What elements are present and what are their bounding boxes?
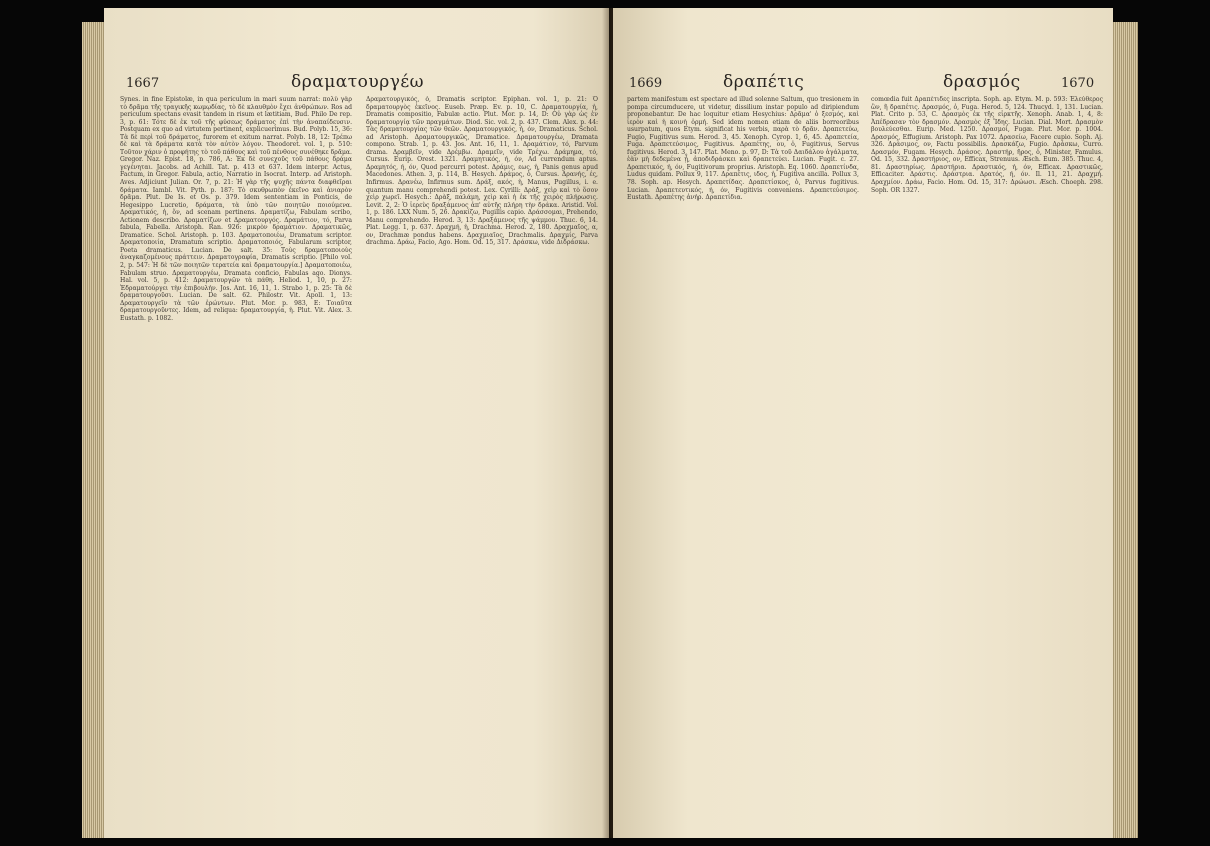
right-running-number: 1669: [629, 76, 663, 91]
right-page-header: [613, 72, 1113, 94]
left-header-word: δραματουργέω: [291, 72, 425, 92]
left-page-column-1: [120, 96, 352, 824]
right-page-edges: [1110, 22, 1138, 838]
right-page-number: 1670: [1061, 76, 1095, 91]
right-header-word-2: δρασμός: [943, 72, 1021, 92]
left-column-1-text: Synes. in fine Epistolæ, in qua periculum in mari suum narrat: πολὺ γὰρ τὸ δρᾶμα τῆς τραγικῆς κωμῳδίας, τὸ δὲ κλαυθμὸν ἔχει ἀνθρώπων. Ros ad periculum spectans evasit tandem in risum et lætitiam, Bud. Philo De rep. 3, p. 61: Τότε δὲ ἐκ τοῦ τῆς φύσεως δράματος ἐπὶ τὴν ἀναπαίδευσιν. Postquam ex quo ad virtutem pertinent, explicuerimus. Bud. Polyb. 15, 36: Τὰ δὲ περὶ τοῦ δράματος, furorem et exitum narrat. Polyb. 18, 12: Τρέπω δὲ καὶ τὰ δράματα κατὰ τὸν αὐτὸν λόγον. Theodoret. vol. 1, p. 510: Τοῦτον χάριν ὁ προφήτης τὸ τοῦ πάθους καὶ τοῦ πένθους συνέθηκε δρᾶμα. Gregor. Naz. Epist. 18, p. 786, A: Ἐκ δὲ συνεχοῦς τοῦ πάθους δράμα γεγένηται. Jacobs. ad Achill. Tat. p. 413 et 637. Idem interpr. Actus, Factum, in Gregor. Fabula, actio, Narratio in Isocrat. Interp. ad Aristoph. Aves. Adjiciunt Julian. Or. 7, p. 21: Ἡ γὰρ τῆς ψυχῆς πάντα διαφθεῖραι δράματα. Iambl. Vit. Pyth. p. 187: Τὸ σκυθρωπὸν ἐκεῖνο καὶ ἀνιαρὸν δρᾶμα. Plut. De Is. et Os. p. 379. Idem sententiam in Ponticis, de Hegesippo Lucretio, δράματα, τὰ ὑπὸ τῶν ποιητῶν ποιούμενα. Δραματικός, ἡ, ὄν, ad scenam pertinens. Δραματίζω, Fabulam scribo, Actionem describo. Δραματίζων et Δραματουργός. Δραμάτιον, τό, Parva fabula, Fabella. Aristoph. Ran. 926: μικρὸν δραμάτιον. Δραματικῶς, Dramatice. Schol. Aristoph. p. 103. Δραματοποιέω, Dramatum scriptor. Δραματοποιία, Dramatum scriptio. Δραματοποιός, Fabularum scriptor, Poeta dramaticus. Lucian. De salt. 35: Τοὺς δραματοποιοὺς ἀναγκαζομένους πράττειν. Δραματογραφία, Dramatis scriptio. [Philo vol. 2, p. 547: Ἡ δὲ τῶν ποιητῶν τερατεία καὶ δραματουργία.] Δραματοποιέω, Fabulam struo. Δραματουργέω, Dramata conficio, Fabulas ago. Dionys. Hal. vol. 5, p. 412: Δραματουργῶν τὰ πάθη. Heliod. 1, 10, p. 27: Ἐδραματούργει τὴν ἐπιβουλήν. Jos. Ant. 16, 11, 1. Strabo 1, p. 25: Τὰ δὲ δραματουργοῦσι. Lucian. De salt. 62. Philostr. Vit. Apoll. 1, 13: Δραματουργεῖν τὰ τῶν ἐρώντων. Plut. Mor. p. 983, E: Τοιαῦτα δραματουργοῦντες. Idem, ad reliqua: δραματουργία, ἡ. Plut. Vit. Alex. 3. Eustath. p. 1082.: [120, 96, 352, 322]
left-page-header: [104, 72, 609, 94]
right-header-word-1: δραπέτις: [723, 72, 805, 92]
open-book: [82, 8, 1138, 838]
right-page-column-1: [627, 96, 859, 824]
left-page-column-2: [366, 96, 598, 824]
right-column-2-text: comœdia fuit Δραπέτιδες inscripta. Soph. ap. Etym. M. p. 593: Ἐλεύθερος ὢν, ἢ δραπέτις. Δρασμός, ὁ, Fuga. Herod. 5, 124. Thucyd. 1, 131. Lucian. Plat. Crito p. 53, C. Δρασμὸς ἐκ τῆς εἱρκτῆς. Xenoph. Anab. 1, 4, 8: Ἀπέδρασαν τὸν δρασμόν. Δρασμὸς ἐξ Ἴδης. Lucian. Dial. Mort. Δρασμὸν βουλεύεσθαι. Eurip. Med. 1250. Δρασμοί, Fugæ. Plut. Mor. p. 1004. Δρασμός, Effugium. Aristoph. Pax 1072. Δρασείω, Facere cupio. Soph. Aj. 326. Δράσιμος, ον, Factu possibilis. Δρασκάζω, Fugio. Δράσκω, Curro. Δρασμόν, Fugam. Hesych. Δράσος. Δραστήρ, ῆρος, ὁ, Minister, Famulus. Od. 15, 332. Δραστήριος, ον, Efficax, Strenuus. Æsch. Eum. 385. Thuc. 4, 81. Δραστηρίως. Δραστήρια. Δραστικός, ή, όν, Efficax. Δραστικῶς, Efficaciter. Δράστις. Δράστρια. Δρατός, ή, όν. Il. 11, 21. Δραχμή. Δραχμίον. Δράω, Facio. Hom. Od. 15, 317: Δρώωσι. Æsch. Choeph. 298. Soph. OR 1327.: [871, 96, 1103, 194]
left-page-number: 1667: [126, 76, 160, 91]
right-page: [613, 8, 1113, 838]
right-page-column-2: [871, 96, 1103, 824]
right-column-1-text: partem manifestum est spectare ad illud solenne Saltum, quo tresionem in pompa circumducere, ut videtur, dissilium instar populo ad diripiendum proponebantur. De hac loquitur etiam Hesychius: Δρᾶμα' ὁ ξεσμός, καὶ ἱερὸν καὶ ἡ κοινὴ ὁρμή. Sed idem nomen etiam de aliis borreoribus usurpatum, quos Etym. significat his verbis, παρὰ τὸ δρᾶν. Δραπετεύω, Fugio, Fugitivus sum. Herod. 3, 45. Xenoph. Cyrop. 1, 6, 45. Δραπετεία, Fuga. Δραπετεύσιμος, Fugitivus. Δραπέτης, ου, ὁ, Fugitivus, Servus fugitivus. Herod. 3, 147. Plat. Meno. p. 97, D: Τὰ τοῦ Δαιδάλου ἀγάλματα, ἐὰν μὴ δεδεμένα ᾖ, ἀποδιδράσκει καὶ δραπετεύει. Lucian. Fugit. c. 27. Δραπετικός, ή, όν, Fugitivorum proprius. Aristoph. Eq. 1060. Δραπετίνδα, Ludus quidam. Pollux 9, 117. Δραπέτις, ιδος, ἡ, Fugitiva ancilla. Pollux 3, 78. Soph. ap. Hesych. Δραπετίδας. Δραπετίσκος, ὁ, Parvus fugitivus. Lucian. Δραπετευτικός, ή, όν, Fugitivis conveniens. Δραπετεύσιμος. Eustath. Δραπέτης ἀνήρ. Δραπετίδια.: [627, 96, 859, 202]
left-page: [104, 8, 609, 838]
left-column-2-text: Δραματουργικός, ὁ, Dramatis scriptor. Epiphan. vol. 1, p. 21: Ὁ δραματουργὸς ἐκεῖνος. Euseb. Præp. Ev. p. 10, C. Δραματουργία, ἡ, Dramatis compositio, Fabulæ actio. Plut. Mor. p. 14, D: Οὐ γὰρ ὡς ἐν δραματουργίᾳ τῶν πραγμάτων. Diod. Sic. vol. 2, p. 437. Clem. Alex. p. 44: Τὰς δραματουργίας τῶν θεῶν. Δραματουργικός, ή, όν, Dramaticus. Schol. ad Aristoph. Δραματουργικῶς, Dramatice. Δραματουργέω, Dramata compono. Strab. 1, p. 43. Jos. Ant. 16, 11, 1. Δραμάτιον, τό, Parvum drama. Δραμβεῖν, vide Δρέμβω. Δραμεῖν, vide Τρέχω. Δράμημα, τό, Cursus. Eurip. Orest. 1321. Δραμητικός, ή, όν, Ad currendum aptus. Δραμητός, ή, όν, Quod percurri potest. Δράμις, εως, ἡ, Panis genus apud Macedones. Athen. 3, p. 114, B. Hesych. Δράμος, ὁ, Cursus. Δρανής, ές, Infirmus. Δρανέω, Infirmus sum. Δράξ, ακός, ἡ, Manus, Pugillus, i. e. quantum manu comprehendi potest. Lex. Cyrilli: Δρὰξ, χεὶρ καὶ τὸ ὅσον χεὶρ χωρεῖ. Hesych.: Δρὰξ, παλάμη, χεὶρ καὶ ἡ ἐκ τῆς χειρὸς πλήρωσις. Levit. 2, 2: Ὁ ἱερεὺς δραξάμενος ἀπ' αὐτῆς πλήρη τὴν δράκα. Aristid. Vol. 1, p. 186. LXX Num. 5, 26. Δρακίζω, Pugillis capio. Δράσσομαι, Prehendo, Manu comprehendo. Herod. 3, 13: Δραξάμενος τῆς ψάμμου. Thuc. 6, 14. Plat. Legg. 1, p. 637. Δραχμή, ἡ, Drachma. Herod. 2, 180. Δραχμαῖος, α, ον, Drachmæ pondus habens. Δραχμιαῖος, Drachmalis. Δραχμίς, Parva drachma. Δράω, Facio, Ago. Hom. Od. 15, 317. Δράσκω, vide Διδράσκω.: [366, 96, 598, 247]
